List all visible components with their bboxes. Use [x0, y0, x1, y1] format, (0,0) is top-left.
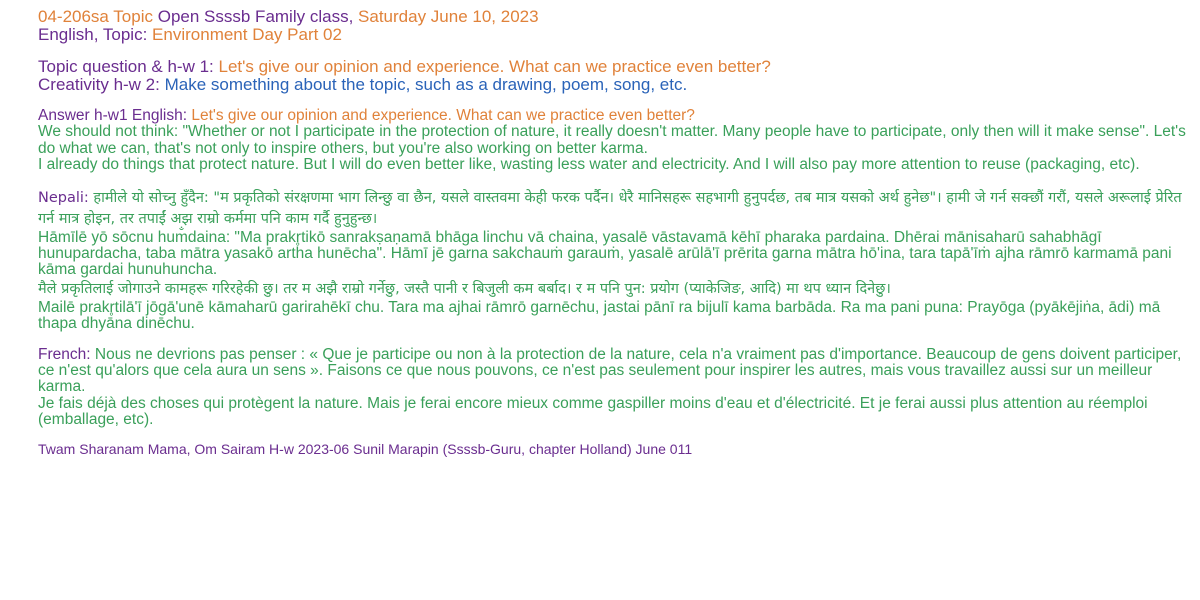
nepali-paragraph-1-text: हामीले यो सोच्नु हुँदैन: "म प्रकृतिको संरक्षणमा भाग लिन्छु वा छैन, यसले वास्तवमा केही फरक पर्दैन। धेरै मानिसहरू सहभागी हुनुपर्दछ, तब मात्र यसको अर्थ हुनेछ"। हामी जे गर्न सक्छौं गरौं, यसले अरूलाई प्रेरित गर्न मात्र होइन, तर तपाईं अझ राम्रो कर्ममा पनि काम गर्दै हुनुहुन्छ।	[38, 189, 1182, 227]
topic-label: English, Topic:	[38, 25, 148, 44]
class-title: Open Ssssb Family class,	[157, 7, 354, 26]
nepali-paragraph-1	[38, 188, 1188, 230]
question-1	[38, 58, 1188, 76]
answer-nepali	[38, 188, 1188, 333]
answer-english-paragraph-1: We should not think: "Whether or not I participate in the protection of nature, it really doesn't matter. Many people have to participate, only then will it make sense". Let's do what we can, that's not only to inspire others, but you're also working on better karma.	[38, 123, 1186, 157]
nepali-paragraph-2: मैले प्रकृतिलाई जोगाउने कामहरू गरिरहेकी छु। तर म अझै राम्रो गर्नेछु, जस्तै पानी र बिजुली कम बर्बाद। र म पनि पुन: प्रयोग (प्याकेजिङ, आदि) मा थप ध्यान दिनेछु।	[38, 280, 891, 297]
lesson-code: 04-206sa Topic	[38, 7, 153, 26]
french-paragraph-2: Je fais déjà des choses qui protègent la nature. Mais je ferai encore mieux comme gaspiller moins d'eau et d'électricité. Et je ferai aussi plus attention au réemploi (emballage, etc).	[38, 394, 1148, 429]
answer-english-question: Let's give our opinion and experience. What can we practice even better?	[191, 107, 695, 124]
answer-english-label: Answer h-w1 English:	[38, 107, 188, 124]
question-2	[38, 76, 1188, 94]
nepali-transliteration-2: Mailē prakr̥tilā'ī jōgā'unē kāmaharū garirahēkī chu. Tara ma ajhai rāmrō garnēchu, jastai pānī ra bijulī kama barbāda. Ra ma pani puna: Prayōga (pyākējiṅa, ādi) mā thapa dhyāna dinēchu.	[38, 298, 1161, 333]
answer-english	[38, 108, 1188, 174]
class-date: Saturday June 10, 2023	[358, 7, 539, 26]
french-paragraph-1-text: Nous ne devrions pas penser : « Que je participe ou non à la protection de la nature, cela n'a vraiment pas d'importance. Beaucoup de gens doivent participer, ce n'est qu'alors que cela aura un sens ». Faisons ce que nous pouvons, ce n'est pas seulement pour inspirer les autres, mais vous travaillez aussi sur un meilleur karma.	[38, 345, 1182, 396]
document-page	[38, 8, 1188, 457]
header	[38, 8, 1188, 44]
french-label: French:	[38, 345, 91, 363]
answer-english-paragraph-2: I already do things that protect nature. But I will do even better like, wasting less water and electricity. And I will also pay more attention to reuse (packaging, etc).	[38, 156, 1140, 174]
question-2-text: Make something about the topic, such as a drawing, poem, song, etc.	[164, 75, 688, 94]
nepali-transliteration-1: Hāmīlē yō sōcnu hum̐daina: "Ma prakr̥tikō sanrakṣaṇamā bhāga linchu vā chaina, yasalē vāstavamā kēhī pharaka pardaina. Dhērai mānisaharū sahabhāgī hunupardacha, taba mātra yasakō artha hunēcha". Hāmī jē garna sakchauṁ garauṁ, yasalē arūlā'ī prērita garna mātra hō'ina, tara tapā'īṁ ajha rāmrō karmamā pani kāma gardai hunuhuncha.	[38, 228, 1172, 279]
answer-french	[38, 347, 1188, 429]
footer-signature: Twam Sharanam Mama, Om Sairam H-w 2023-06 Sunil Marapin (Ssssb-Guru, chapter Holland) June 011	[38, 440, 693, 457]
question-1-text: Let's give our opinion and experience. What can we practice even better?	[218, 57, 771, 76]
french-paragraph-1	[38, 347, 1188, 396]
header-topic-line	[38, 26, 1188, 44]
questions	[38, 58, 1188, 94]
nepali-label: Nepali:	[38, 189, 89, 206]
question-1-label: Topic question & h-w 1:	[38, 57, 214, 76]
answer-english-heading	[38, 108, 1188, 124]
topic-name: Environment Day Part 02	[152, 25, 342, 44]
question-2-label: Creativity h-w 2:	[38, 75, 160, 94]
header-title-line	[38, 8, 1188, 26]
